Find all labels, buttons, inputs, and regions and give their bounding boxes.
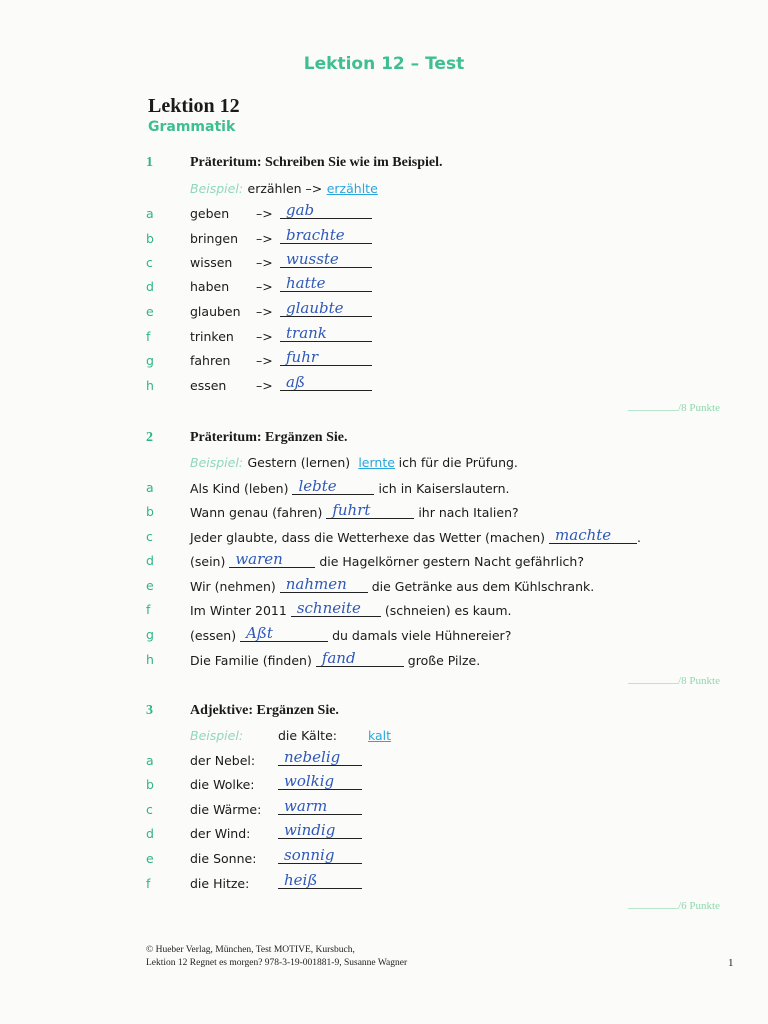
item-letter: a [146, 480, 154, 495]
item-word: die Wärme: [190, 802, 262, 817]
item-letter: e [146, 851, 154, 866]
item-word: bringen [190, 231, 239, 246]
example-text: die Kälte: [278, 728, 337, 743]
handwritten-answer: hatte [286, 274, 326, 292]
handwritten-answer: Aßt [246, 624, 273, 642]
item-letter: a [146, 206, 154, 221]
handwritten-answer: fand [321, 649, 356, 667]
item-word: trinken [190, 329, 234, 344]
item-word: fahren [190, 353, 231, 368]
exercise-title: Präteritum: Schreiben Sie wie im Beispiel. [190, 155, 443, 170]
section-subheading: Grammatik [148, 119, 236, 135]
sentence [190, 477, 510, 496]
item-letter: h [146, 652, 154, 667]
handwritten-answer: nahmen [285, 575, 347, 593]
points-score [628, 900, 720, 912]
handwritten-answer: windig [284, 821, 336, 839]
sentence-end: die Getränke aus dem Kühlschrank. [371, 579, 595, 594]
handwritten-answer: fuhrt [332, 501, 371, 519]
item-letter: g [146, 353, 154, 368]
item-letter: e [146, 578, 154, 593]
sentence-start: Als Kind (leben) [190, 481, 289, 496]
sentence-end: (schneien) es kaum. [384, 603, 512, 618]
item-letter: d [146, 553, 154, 568]
item-letter: g [146, 627, 154, 642]
handwritten-answer: sonnig [284, 846, 335, 864]
handwritten-answer: fuhr [286, 348, 319, 366]
item-word: geben [190, 206, 230, 221]
answer-field[interactable] [549, 526, 637, 544]
item-letter: c [146, 529, 153, 544]
example-text: Gestern (lernen) [247, 455, 351, 470]
answer-field[interactable] [326, 501, 414, 519]
points-score [628, 402, 720, 414]
item-letter: d [146, 279, 154, 294]
points-label: /8 Punkte [678, 675, 720, 687]
example-label: Beispiel: [190, 181, 244, 196]
answer-field[interactable] [280, 324, 372, 342]
sentence [190, 526, 642, 545]
answer-field[interactable] [278, 748, 362, 766]
sentence-start: (sein) [190, 554, 226, 569]
example-row [190, 180, 378, 198]
sentence [190, 599, 512, 618]
answer-field[interactable] [278, 821, 362, 839]
item-letter: b [146, 231, 154, 246]
answer-field[interactable] [240, 624, 328, 642]
sentence-end: . [637, 530, 642, 545]
example-answer: lernte [358, 455, 395, 470]
points-blank[interactable] [628, 683, 678, 684]
arrow: –> [256, 304, 273, 319]
handwritten-answer: trank [286, 324, 327, 342]
item-word: glauben [190, 304, 241, 319]
answer-field[interactable] [280, 299, 372, 317]
item-letter: b [146, 504, 154, 519]
page-number: 1 [728, 957, 734, 969]
handwritten-answer: aß [286, 373, 305, 391]
sentence-end: ich in Kaiserslautern. [378, 481, 510, 496]
exercise-number: 3 [146, 703, 153, 718]
item-word: haben [190, 279, 230, 294]
footer-line-1: © Hueber Verlag, München, Test MOTIVE, Kursbuch, [146, 945, 355, 955]
exercise-title: Präteritum: Ergänzen Sie. [190, 430, 348, 445]
page-title: Lektion 12 – Test [303, 54, 465, 74]
answer-field[interactable] [278, 871, 362, 889]
item-letter: f [146, 602, 151, 617]
footer-line-2: Lektion 12 Regnet es morgen? 978-3-19-001881-9, Susanne Wagner [146, 958, 408, 968]
handwritten-answer: lebte [298, 477, 337, 495]
item-word: die Sonne: [190, 851, 257, 866]
item-letter: c [146, 255, 153, 270]
handwritten-answer: machte [555, 526, 612, 544]
arrow: –> [256, 378, 273, 393]
arrow: –> [256, 206, 273, 221]
answer-field[interactable] [280, 274, 372, 292]
exercise-number: 2 [146, 430, 153, 445]
sentence [190, 550, 584, 569]
answer-field[interactable] [280, 250, 372, 268]
sentence-start: Jeder glaubte, dass die Wetterhexe das Wetter (machen) [190, 530, 546, 545]
handwritten-answer: wolkig [284, 772, 335, 790]
answer-field[interactable] [280, 575, 368, 593]
handwritten-answer: heiß [284, 871, 318, 889]
item-letter: a [146, 753, 154, 768]
item-word: essen [190, 378, 227, 393]
answer-field[interactable] [278, 797, 362, 815]
handwritten-answer: gab [286, 201, 315, 219]
copyright-footer [146, 944, 407, 970]
sentence-start: Im Winter 2011 [190, 603, 287, 618]
item-letter: h [146, 378, 154, 393]
sentence-start: (essen) [190, 628, 237, 643]
sentence-start: Die Familie (finden) [190, 653, 312, 668]
answer-field[interactable] [291, 599, 381, 617]
example-label: Beispiel: [190, 728, 244, 743]
exercise-number: 1 [146, 155, 153, 170]
item-letter: b [146, 777, 154, 792]
sentence-end: du damals viele Hühnereier? [332, 628, 512, 643]
sentence-end: ihr nach Italien? [418, 505, 519, 520]
answer-field[interactable] [316, 649, 404, 667]
example-text-end: ich für die Prüfung. [398, 455, 518, 470]
item-word: wissen [190, 255, 233, 270]
example-answer: erzählte [326, 181, 378, 196]
points-label: /8 Punkte [678, 402, 720, 414]
sentence-end: die Hagelkörner gestern Nacht gefährlich? [319, 554, 584, 569]
points-blank[interactable] [628, 908, 678, 909]
item-word: die Wolke: [190, 777, 255, 792]
sentence [190, 501, 519, 520]
item-letter: f [146, 876, 151, 891]
points-label: /6 Punkte [678, 900, 720, 912]
item-letter: f [146, 329, 151, 344]
example-answer: kalt [368, 728, 392, 743]
arrow: –> [256, 353, 273, 368]
arrow: –> [256, 279, 273, 294]
item-letter: e [146, 304, 154, 319]
answer-field[interactable] [229, 550, 315, 568]
sentence-start: Wann genau (fahren) [190, 505, 323, 520]
item-word: der Wind: [190, 826, 251, 841]
answer-field[interactable] [280, 226, 372, 244]
example-label: Beispiel: [190, 455, 244, 470]
answer-field[interactable] [292, 477, 374, 495]
item-letter: c [146, 802, 153, 817]
sentence [190, 575, 595, 594]
item-word: die Hitze: [190, 876, 250, 891]
example-text: erzählen –> [247, 181, 323, 196]
arrow: –> [256, 255, 273, 270]
example-row [190, 454, 518, 472]
handwritten-answer: glaubte [286, 299, 344, 317]
handwritten-answer: wusste [286, 250, 339, 268]
points-score [628, 675, 720, 687]
handwritten-answer: schneite [296, 599, 361, 617]
sentence-start: Wir (nehmen) [190, 579, 276, 594]
sentence [190, 624, 512, 643]
lesson-heading: Lektion 12 [148, 95, 240, 117]
arrow: –> [256, 329, 273, 344]
item-letter: d [146, 826, 154, 841]
exercise-title: Adjektive: Ergänzen Sie. [190, 703, 339, 718]
answer-field[interactable] [280, 348, 372, 366]
answer-field[interactable] [280, 373, 372, 391]
points-blank[interactable] [628, 410, 678, 411]
sentence [190, 649, 481, 668]
answer-field[interactable] [278, 772, 362, 790]
arrow: –> [256, 231, 273, 246]
handwritten-answer: waren [235, 550, 283, 568]
handwritten-answer: nebelig [284, 748, 341, 766]
item-word: der Nebel: [190, 753, 256, 768]
answer-field[interactable] [280, 201, 372, 219]
sentence-end: große Pilze. [407, 653, 481, 668]
answer-field[interactable] [278, 846, 362, 864]
handwritten-answer: brachte [286, 226, 345, 244]
handwritten-answer: warm [284, 797, 328, 815]
